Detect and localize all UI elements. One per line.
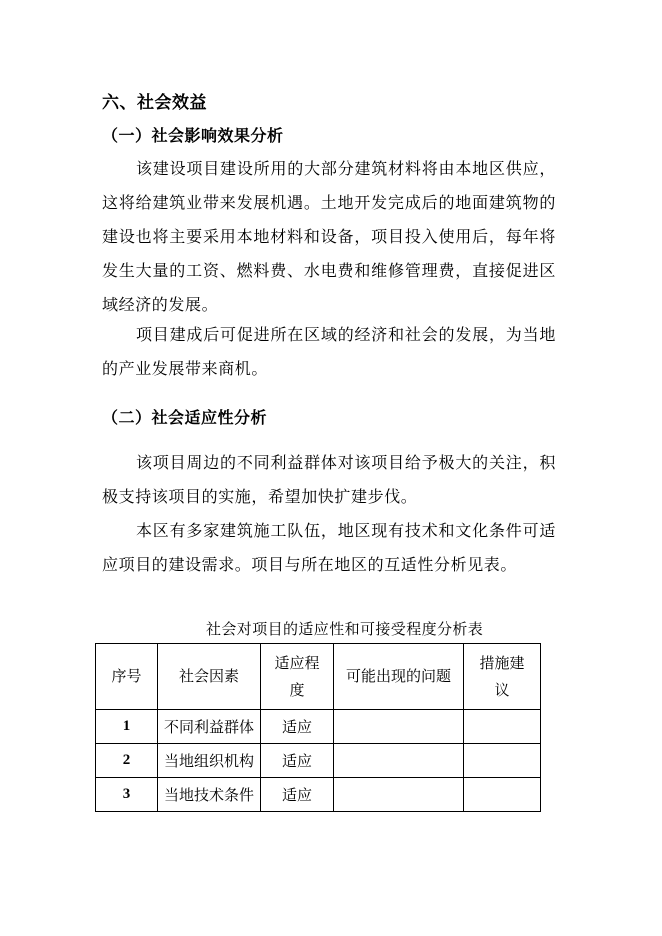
section-title: 六、社会效益 <box>102 93 207 113</box>
issues-cell <box>334 744 464 778</box>
paragraph-adaptability-1: 该项目周边的不同利益群体对该项目给予极大的关注，积极支持该项目的实施，希望加快扩建步伐。 <box>102 453 556 506</box>
measures-cell <box>464 744 541 778</box>
row-number: 1 <box>96 710 158 744</box>
adaptability-table <box>95 643 541 812</box>
paragraph-adaptability-2: 本区有多家建筑施工队伍，地区现有技术和文化条件可适应项目的建设需求。项目与所在地区的互适性分析见表。 <box>102 521 556 574</box>
adaptability-cell: 适应 <box>261 778 334 812</box>
issues-cell <box>334 778 464 812</box>
issues-cell <box>334 710 464 744</box>
header-cell: 可能出现的问题 <box>334 644 464 710</box>
adaptability-cell: 适应 <box>261 710 334 744</box>
row-number: 3 <box>96 778 158 812</box>
header-cell: 序号 <box>96 644 158 710</box>
table-row <box>96 744 541 778</box>
table-row <box>96 778 541 812</box>
header-cell: 适应程度 <box>261 644 334 710</box>
row-number: 2 <box>96 744 158 778</box>
measures-cell <box>464 710 541 744</box>
subsection-title-impact: （一）社会影响效果分析 <box>102 126 284 145</box>
paragraph-impact-1: 该建设项目建设所用的大部分建筑材料将由本地区供应，这将给建筑业带来发展机遇。土地开发完成后的地面建筑物的建设也将主要采用本地材料和设备，项目投入使用后，每年将发生大量的工资、燃料费、水电费和维修管理费，直接促进区域经济的发展。 <box>102 159 556 314</box>
measures-cell <box>464 778 541 812</box>
table-row <box>96 710 541 744</box>
social-factor-cell: 不同利益群体 <box>158 710 261 744</box>
table-caption: 社会对项目的适应性和可接受程度分析表 <box>206 620 484 638</box>
paragraph-impact-2: 项目建成后可促进所在区域的经济和社会的发展，为当地的产业发展带来商机。 <box>102 325 556 378</box>
adaptability-cell: 适应 <box>261 744 334 778</box>
header-cell: 措施建议 <box>464 644 541 710</box>
subsection-title-adaptability: （二）社会适应性分析 <box>102 408 268 427</box>
social-factor-cell: 当地组织机构 <box>158 744 261 778</box>
header-cell: 社会因素 <box>158 644 261 710</box>
social-factor-cell: 当地技术条件 <box>158 778 261 812</box>
table-header-row <box>96 644 541 710</box>
